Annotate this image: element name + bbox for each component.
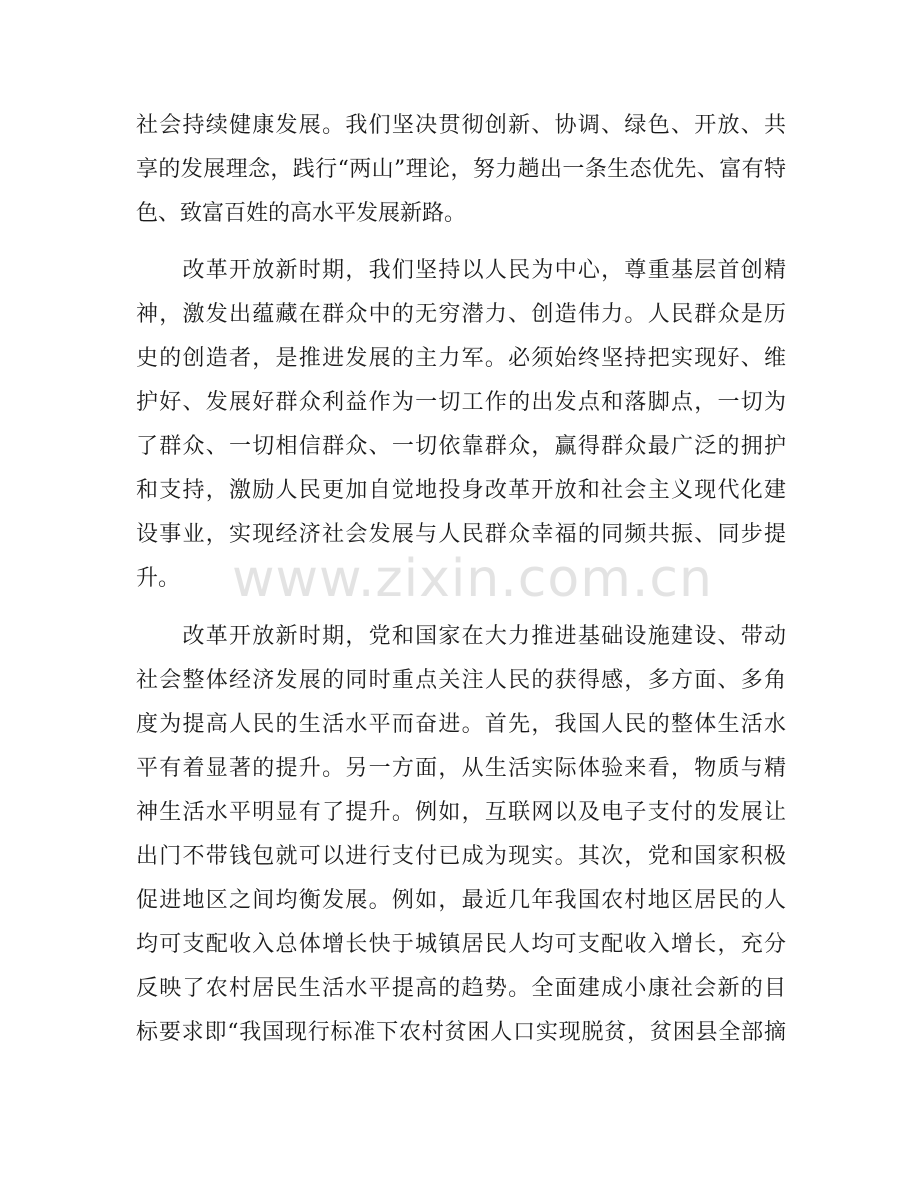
paragraph-2-line-8: 升。 xyxy=(136,566,181,591)
paragraph-1-line-2: 享的发展理念，践行“两山”理论，努力趟出一条生态优先、富有特 xyxy=(136,157,786,182)
paragraph-3-line-7: 促进地区之间均衡发展。例如，最近几年我国农村地区居民的人 xyxy=(136,888,786,913)
paragraph-3-line-1: 改革开放新时期，党和国家在大力推进基础设施建设、带动 xyxy=(136,624,786,649)
paragraph-2-line-7: 设事业，实现经济社会发展与人民群众幸福的同频共振、同步提 xyxy=(136,522,786,547)
paragraph-3-line-9: 反映了农村居民生活水平提高的趋势。全面建成小康社会新的目 xyxy=(136,976,786,1001)
paragraph-2-line-4: 护好、发展好群众利益作为一切工作的出发点和落脚点，一切为 xyxy=(136,390,786,415)
paragraph-3-line-5: 神生活水平明显有了提升。例如，互联网以及电子支付的发展让 xyxy=(136,800,786,825)
paragraph-2-line-3: 史的创造者，是推进发展的主力军。必须始终坚持把实现好、维 xyxy=(136,346,786,371)
paragraph-2-line-6: 和支持，激励人民更加自觉地投身改革开放和社会主义现代化建 xyxy=(136,478,786,503)
paragraph-3-line-4: 平有着显著的提升。另一方面，从生活实际体验来看，物质与精 xyxy=(136,756,786,781)
watermark-text: www.zixin.com.cn xyxy=(232,549,713,609)
paragraph-3-line-8: 均可支配收入总体增长快于城镇居民人均可支配收入增长，充分 xyxy=(136,932,786,957)
paragraph-2-line-1: 改革开放新时期，我们坚持以人民为中心，尊重基层首创精 xyxy=(136,258,786,283)
paragraph-3-line-3: 度为提高人民的生活水平而奋进。首先，我国人民的整体生活水 xyxy=(136,712,786,737)
paragraph-3-line-2: 社会整体经济发展的同时重点关注人民的获得感，多方面、多角 xyxy=(136,668,786,693)
paragraph-2-line-5: 了群众、一切相信群众、一切依靠群众，赢得群众最广泛的拥护 xyxy=(136,434,786,459)
paragraph-1-line-3: 色、致富百姓的高水平发展新路。 xyxy=(136,201,467,226)
paragraph-2-line-2: 神，激发出蕴藏在群众中的无穷潜力、创造伟力。人民群众是历 xyxy=(136,302,786,327)
paragraph-1-line-1: 社会持续健康发展。我们坚决贯彻创新、协调、绿色、开放、共 xyxy=(136,113,786,138)
paragraph-3-line-6: 出门不带钱包就可以进行支付已成为现实。其次，党和国家积极 xyxy=(136,844,786,869)
paragraph-3-line-10: 标要求即“我国现行标准下农村贫困人口实现脱贫，贫困县全部摘 xyxy=(136,1020,786,1045)
